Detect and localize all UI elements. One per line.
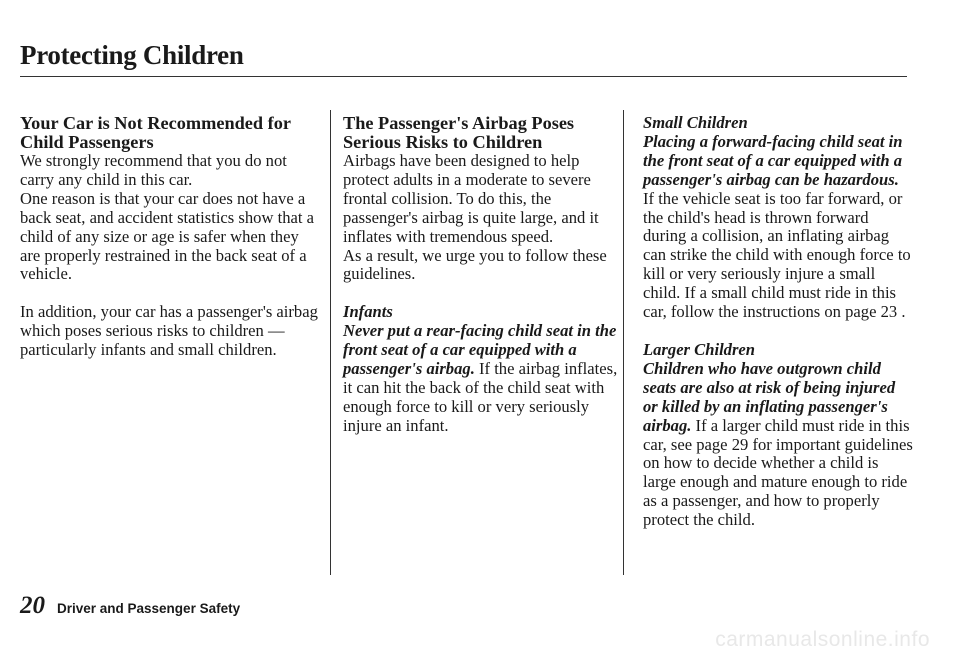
paragraph: Airbags have been designed to help protect adults in a moderate to severe frontal collision. To do this, the passenger's airbag is quite large, and it inflates with tremendous speed. (343, 151, 599, 246)
section-heading-airbag-risks: The Passenger's Airbag Poses Serious Risks to Children (343, 113, 575, 152)
page-footer (20, 592, 240, 620)
subheading-larger-children: Larger Children (643, 339, 756, 359)
section-name: Driver and Passenger Safety (57, 601, 241, 616)
body-text: If the vehicle seat is too far forward, or the child's head is thrown forward during a collision, an inflating airbag can strike the child with enough force to kill or very seriously injure a small child. If a small child must ride in this car, follow the instructions on page 23 . (643, 188, 911, 322)
paragraph: As a result, we urge you to follow these guidelines. (343, 245, 607, 284)
subheading-small-children: Small Children (643, 113, 748, 132)
paragraph: One reason is that your car does not have a back seat, and accident statistics show that a child of any size or age is safer when they are properly restrained in the back seat of a vehicle. (20, 188, 314, 284)
column-divider (623, 110, 624, 575)
warning-text: Children who have outgrown child seats are also at risk of being injured or killed by an inflating passenger's airbag. (643, 358, 896, 435)
paragraph-infants (343, 322, 623, 435)
watermark: carmanualsonline.info (715, 628, 930, 651)
warning-text: Placing a forward-facing child seat in the front seat of a car equipped with a passenger's airbag can be hazardous. (643, 131, 903, 189)
column-2 (343, 114, 623, 436)
warning-text: Never put a rear-facing child seat in the front seat of a car equipped with a passenger's airbag. (343, 321, 617, 379)
body-text: If a larger child must ride in this car, see page 29 for important guidelines on how to decide whether a child is large enough and mature enough to ride as a passenger, and how to properly protect the child. (643, 415, 913, 530)
body-text: If the airbag inflates, it can hit the back of the child seat with enough force to kill or very seriously injure an infant. (343, 359, 618, 435)
paragraph: We strongly recommend that you do not carry any child in this car. (20, 151, 287, 189)
title-divider (20, 76, 907, 77)
column-3 (643, 114, 913, 530)
section-heading-not-recommended: Your Car is Not Recommended for Child Passengers (20, 113, 291, 152)
page-title: Protecting Children (20, 40, 244, 70)
column-divider (330, 110, 331, 575)
subheading-infants: Infants (343, 302, 393, 322)
page-number: 20 (20, 592, 45, 619)
paragraph: In addition, your car has a passenger's airbag which poses serious risks to children — particularly infants and small children. (20, 302, 318, 360)
column-1 (20, 114, 320, 360)
paragraph-larger-children (643, 360, 913, 530)
paragraph-small-children (643, 133, 913, 322)
